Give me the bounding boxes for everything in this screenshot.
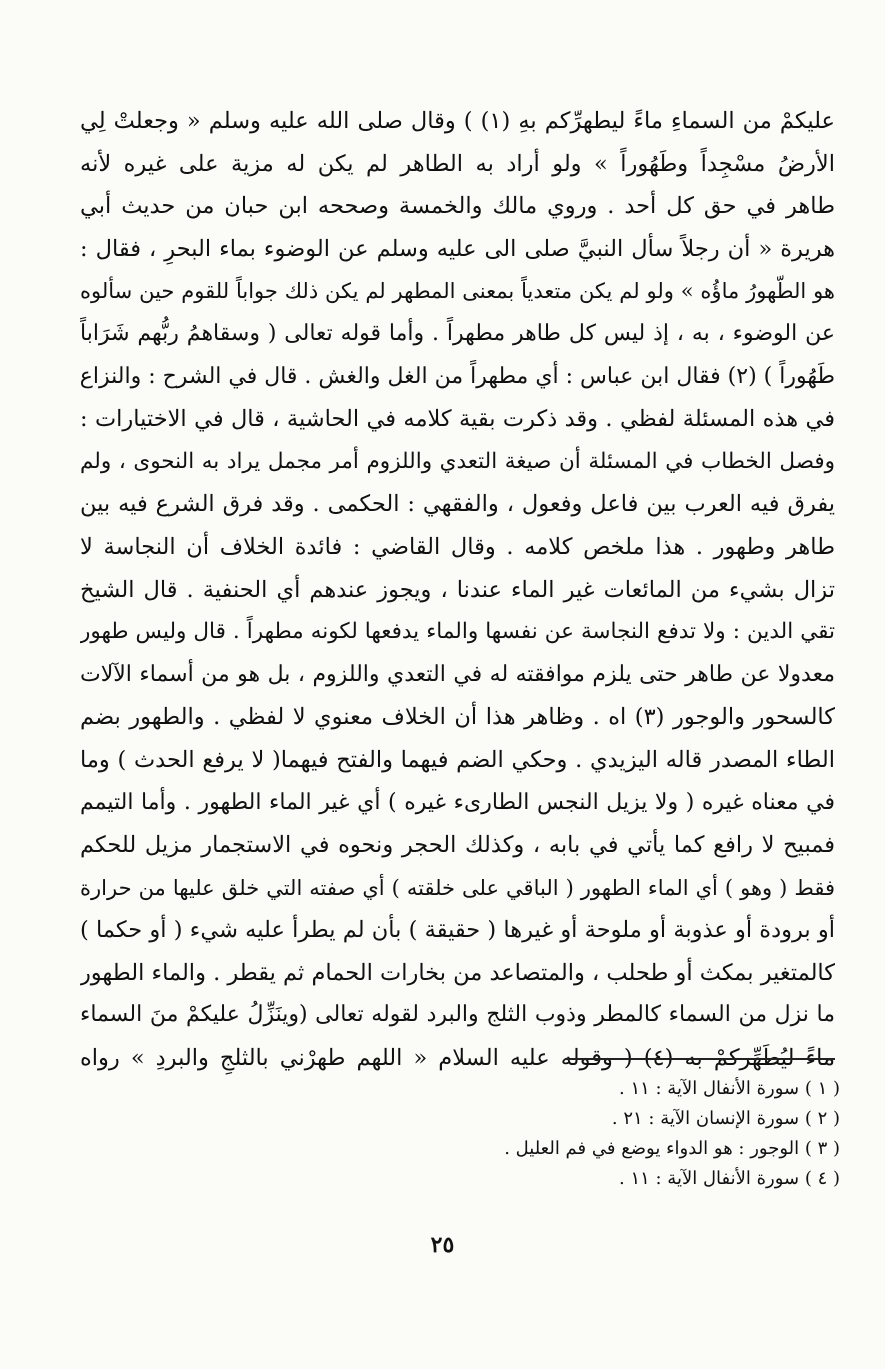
text-line: ما نزل من السماء كالمطر وذوب الثلج والبرد لقوله تعالى (وينَزِّلُ عليكمْ منَ السماء xyxy=(80,1002,835,1028)
text-line: طاهر وطهور . هذا ملخص كلامه . وقال القاضي : فائدة الخلاف أن النجاسة لا xyxy=(80,533,835,560)
text-line: يفرق فيه العرب بين فاعل وفعول ، والفقهي : الحكمى . وقد فرق الشرع فيه بين xyxy=(80,491,835,518)
text-line: في هذه المسئلة لفظي . وقد ذكرت بقية كلامه في الحاشية ، قال في الاختيارات : xyxy=(80,406,835,433)
text-line: فقط ( وهو ) أي الماء الطهور ( الباقي على خلقته ) أي صفته التي خلق عليها من حرارة xyxy=(80,875,835,900)
footnote-2: ( ٢ ) سورة الإنسان الآية : ٢١ . xyxy=(611,1108,840,1129)
text-line: ماءً ليُطَهِّركمْ به (٤) ( وقوله عليه السلام « اللهم طهرْني بالثلجِ والبردِ » رواه xyxy=(80,1045,835,1072)
footnote-3: ( ٣ ) الوجور : هو الدواء يوضع في فم العليل . xyxy=(504,1138,840,1159)
text-line: وفصل الخطاب في المسئلة أن صيغة التعدي واللزوم أمر مجمل يراد به النحوى ، ولم xyxy=(80,448,835,474)
text-line: في معناه غيره ( ولا يزيل النجس الطارىء غيره ) أي غير الماء الطهور . وأما التيمم xyxy=(80,789,835,815)
text-line: فمبيح لا رافع كما يأتي في بابه ، وكذلك الحجر ونحوه في الاستجمار مزيل للحكم xyxy=(80,832,835,859)
text-line: الأرضُ مسْجِداً وطَهُوراً » ولو أراد به الطاهر لم يكن له مزية على غيره لأنه xyxy=(80,150,835,177)
text-line: هريرة « أن رجلاً سأل النبيَّ صلى الى عليه وسلم عن الوضوء بماء البحرِ ، فقال : xyxy=(80,235,835,262)
text-line: الطاء المصدر قاله اليزيدي . وحكي الضم فيهما والفتح فيهما( لا يرفع الحدث ) وما xyxy=(80,746,835,773)
footnote-4: ( ٤ ) سورة الأنفال الآية : ١١ . xyxy=(618,1168,840,1189)
text-line: طاهر في حق كل أحد . وروي مالك والخمسة وصححه ابن حبان من حديث أبي xyxy=(80,193,835,220)
footnotes xyxy=(300,1074,840,1194)
text-line: أو برودة أو عذوبة أو ملوحة أو غيرها ( حقيقة ) بأن لم يطرأ عليه شيء ( أو حكما ) xyxy=(80,917,835,944)
footnote-divider xyxy=(565,1058,835,1060)
footnote-1: ( ١ ) سورة الأنفال الآية : ١١ . xyxy=(618,1078,840,1099)
text-line: تزال بشيء من المائعات غير الماء عندنا ، ويجوز عندهم أي الحنفية . قال الشيخ xyxy=(80,576,835,603)
text-line: تقي الدين : ولا تدفع النجاسة عن نفسها والماء يدفعها لكونه مطهراً . قال وليس طهور xyxy=(80,619,835,645)
text-line: عليكمْ من السماءِ ماءً ليطهرِّكم بهِ (١) ) وقال صلى الله عليه وسلم « وجعلتْ لِي xyxy=(80,108,835,134)
text-line: طَهُوراً ) (٢) فقال ابن عباس : أي مطهراً من الغل والغش . قال في الشرح : والنزاع xyxy=(80,363,835,389)
text-line: كالمتغير بمكث أو طحلب ، والمتصاعد من بخارات الحمام ثم يقطر . والماء الطهور xyxy=(80,959,835,986)
text-line: معدولا عن طاهر حتى يلزم موافقته له في التعدي واللزوم ، بل هو من أسماء الآلات xyxy=(80,661,835,687)
text-line: كالسحور والوجور (٣) اه . وظاهر هذا أن الخلاف معنوي لا لفظي . والطهور بضم xyxy=(80,704,835,731)
text-line: هو الطّهورُ ماؤُه » ولو لم يكن متعدياً بمعنى المطهر لم يكن ذلك جواباً للقوم حين سألوه xyxy=(80,279,835,304)
text-line: عن الوضوء ، به ، إذ ليس كل طاهر مطهراً . وأما قوله تعالى ( وسقاهمُ ربُّهم شَرَاباً xyxy=(80,320,835,346)
main-text-block xyxy=(80,100,835,1080)
page-number: ٢٥ xyxy=(430,1232,455,1258)
